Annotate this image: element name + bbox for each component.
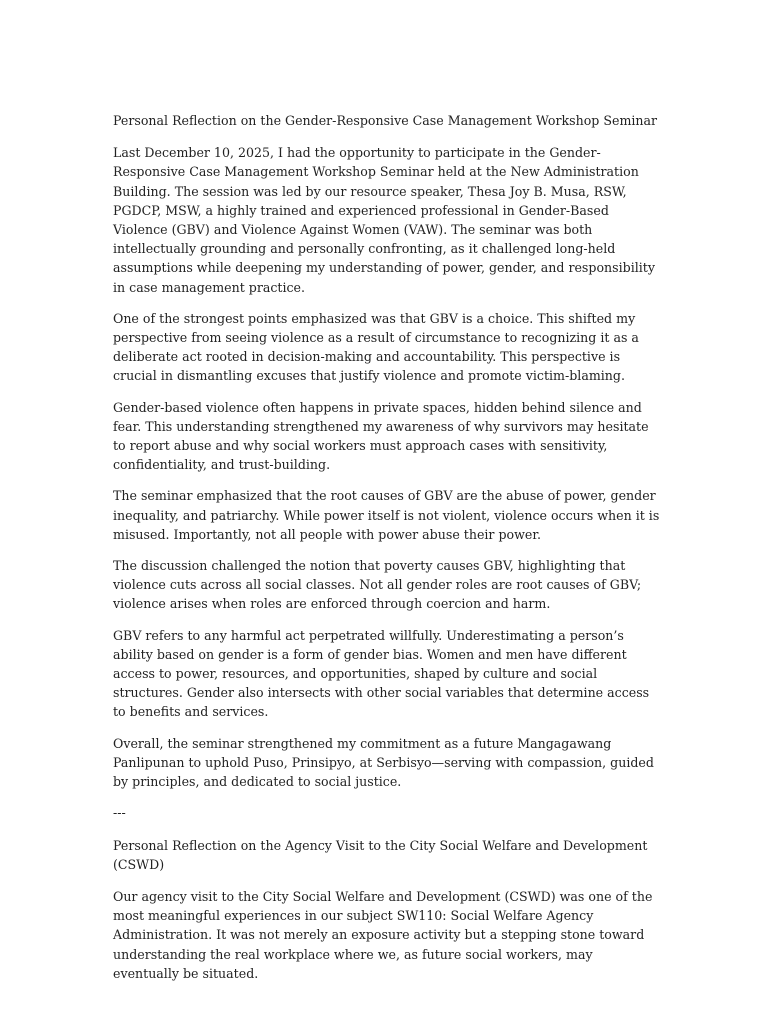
paragraph-root-causes: The seminar emphasized that the root causes of GBV are the abuse of power, gender inequality, and patriarchy. While power itself is not violent, violence occurs when it is misused. Importantly, not all people with power abuse their power. bbox=[113, 488, 660, 542]
paragraph-conclusion: Overall, the seminar strengthened my commitment as a future Mangagawang Panlipunan to uphold Puso, Prinsipyo, at Serbisyo—serving with compassion, guided by principles, and dedicated to social justice. bbox=[113, 735, 654, 790]
paragraph-poverty: The discussion challenged the notion that poverty causes GBV, highlighting that violence cuts across all social classes. Not all gender roles are root causes of GBV; violence arises when roles are enforced through coercion and harm. bbox=[113, 558, 642, 612]
paragraph-gbv-definition: GBV refers to any harmful act perpetrated willfully. Underestimating a person’s ability based on gender is a form of gender bias. Women and men have different access to power, resources, and opportunities, shaped by culture and social structures. Gender also intersects with other social variables that determine access to benefits and services. bbox=[113, 627, 650, 720]
paragraph-intro: Last December 10, 2025, I had the opportunity to participate in the Gender-Responsive Case Management Workshop Seminar held at the New Administration Building. The session was led by our resource speaker, Thesa Joy B. Musa, RSW, PGDCP, MSW, a highly trained and experienced professional in Gender-Based Violence (GBV) and Violence Against Women (VAW). The seminar was both intellectually grounding and personally confronting, as it challenged long-held assumptions while deepening my understanding of power, gender, and responsibility in case management practice. bbox=[113, 145, 655, 295]
paragraph-private-spaces: Gender-based violence often happens in private spaces, hidden behind silence and fear. This understanding strengthened my awareness of why survivors may hesitate to report abuse and why social workers must approach cases with sensitivity, confidentiality, and trust-building. bbox=[113, 399, 649, 473]
paragraph-gbv-choice: One of the strongest points emphasized was that GBV is a choice. This shifted my perspective from seeing violence as a result of circumstance to recognizing it as a deliberate act rooted in decision-making and accountability. This perspective is crucial in dismantling excuses that justify violence and promote victim-blaming. bbox=[113, 310, 639, 384]
paragraph-agency-visit-intro: Our agency visit to the City Social Welfare and Development (CSWD) was one of the most meaningful experiences in our subject SW110: Social Welfare Agency Administration. It was not merely an exposure activity but a stepping stone toward understanding the real workplace where we, as future social workers, may eventually be situated. bbox=[113, 888, 653, 981]
document-body bbox=[113, 111, 661, 995]
reflection-title-seminar: Personal Reflection on the Gender-Responsive Case Management Workshop Seminar bbox=[113, 113, 658, 128]
reflection-title-agency-visit: Personal Reflection on the Agency Visit to the City Social Welfare and Development (CSWD) bbox=[113, 837, 648, 872]
section-separator: --- bbox=[113, 805, 126, 821]
